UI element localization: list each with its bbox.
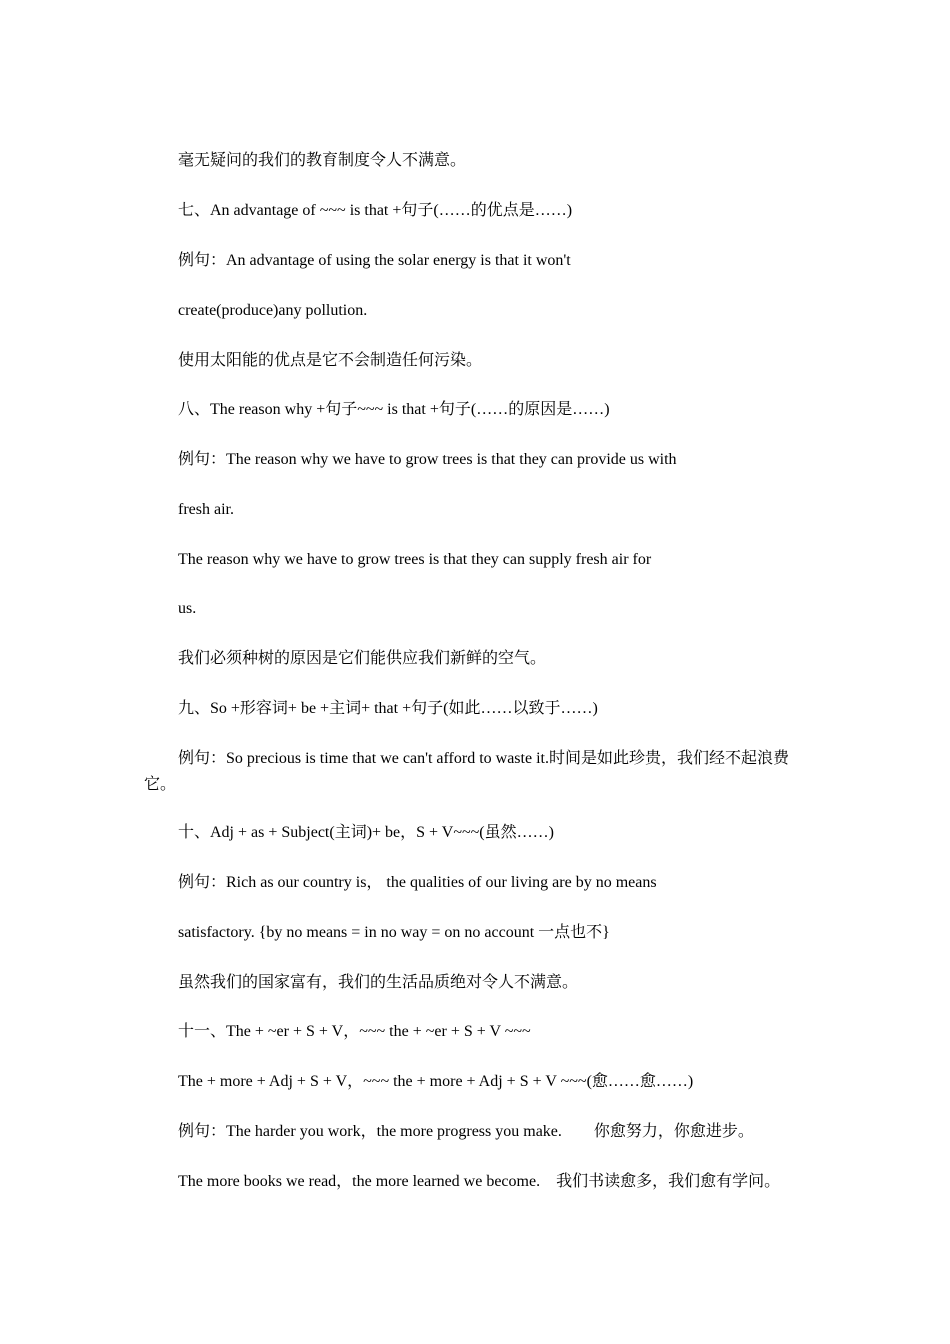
text-line: 毫无疑问的我们的教育制度令人不满意。 (178, 152, 467, 169)
text-line: create(produce)any pollution. (178, 302, 368, 319)
text-line: The + more + Adj + S + V，~~~ the + more + Adj + S + V ~~~(愈……愈……) (178, 1073, 694, 1090)
section-heading-8: 八、The reason why +句子~~~ is that +句子(……的原因是……) (178, 401, 610, 418)
section-heading-11: 十一、The + ~er + S + V，~~~ the + ~er + S + V ~~~ (178, 1023, 531, 1040)
text-line: satisfactory. {by no means = in no way = on no account 一点也不} (178, 924, 610, 941)
example-line: 例句：The reason why we have to grow trees is that they can provide us with (178, 451, 677, 468)
text-line: The reason why we have to grow trees is that they can supply fresh air for (178, 551, 652, 568)
example-paragraph: 例句：So precious is time that we can't afford to waste it.时间是如此珍贵，我们经不起浪费它。 (144, 750, 789, 793)
example-line: 例句：An advantage of using the solar energy is that it won't (178, 252, 571, 269)
text-line: fresh air. (178, 501, 234, 518)
example-line: 例句：Rich as our country is， the qualities of our living are by no means (178, 874, 657, 891)
translation-line: 虽然我们的国家富有，我们的生活品质绝对令人不满意。 (178, 974, 579, 991)
section-heading-9: 九、So +形容词+ be +主词+ that +句子(如此……以致于……) (178, 700, 598, 717)
section-heading-7: 七、An advantage of ~~~ is that +句子(……的优点是……) (178, 202, 573, 219)
text-line: us. (178, 600, 197, 617)
section-heading-10: 十、Adj + as + Subject(主词)+ be，S + V~~~(虽然……) (178, 824, 554, 841)
translation-line: 我们必须种树的原因是它们能供应我们新鲜的空气。 (178, 650, 547, 667)
translation-line: 使用太阳能的优点是它不会制造任何污染。 (178, 352, 483, 369)
example-line: The more books we read，the more learned we become. 我们书读愈多，我们愈有学问。 (178, 1173, 781, 1190)
example-line: 例句：The harder you work，the more progress you make. 你愈努力，你愈进步。 (178, 1123, 754, 1140)
